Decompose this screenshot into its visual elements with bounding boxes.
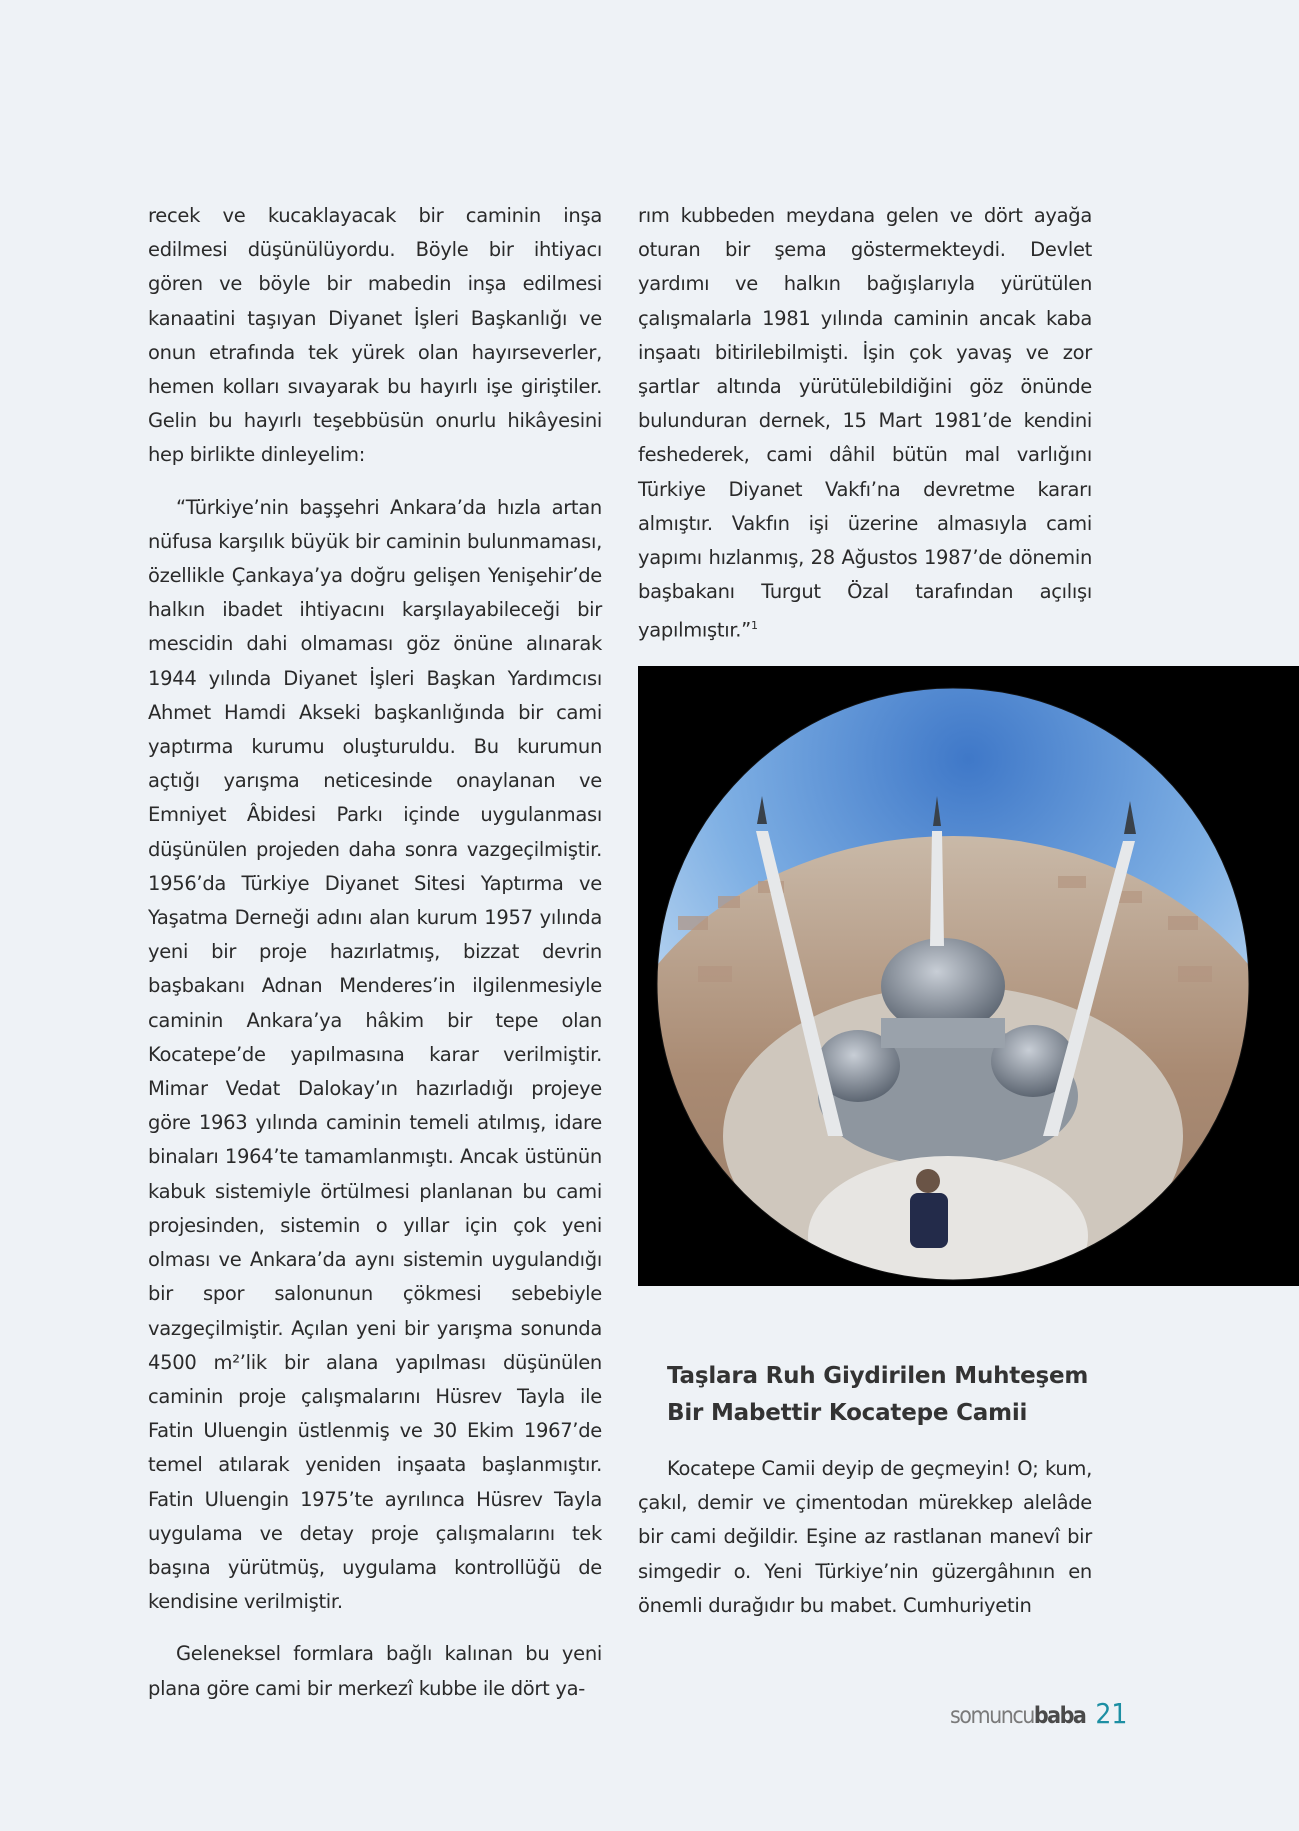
page-footer [950,1697,1127,1737]
left-text-column [148,199,602,1706]
footnote-ref: 1 [750,619,758,633]
paragraph: recek ve kucaklayacak bir caminin inşa edilmesi düşünülüyordu. Böyle bir ihtiyacı gören ve böyle bir mabedin inşa edilmesi kanaatini taşıyan Diyanet İşleri Başkanlığı ve onun etrafında tek yürek olan hayırseverler, hemen kolları sıvayarak bu hayırlı işe giriştiler. Gelin bu hayırlı teşebbüsün onurlu hikâyesini hep birlikte dinleyelim: [148,204,602,467]
page-number: 21 [1095,1697,1128,1730]
brand-name-light: somuncu [950,1703,1034,1729]
paragraph [638,199,1092,648]
paragraph: Kocatepe Camii deyip de geçmeyin! O; kum, çakıl, demir ve çimentodan mürekkep alelâde bir cami değildir. Eşine az rastlanan manevî bir simgedir o. Yeni Türkiye’nin güzergâhının en önemli durağıdır bu mabet. Cumhuriyetin [638,1457,1092,1617]
paragraph: Geleneksel formlara bağlı kalınan bu yeni plana göre cami bir merkezî kubbe ile dört ya- [148,1642,602,1700]
right-text-column-top [638,199,1092,648]
brand-name-bold: baba [1033,1703,1086,1729]
paragraph-text: rım kubbeden meydana gelen ve dört ayağa oturan bir şema göstermekteydi. Devlet yardımı ve halkın bağışlarıyla yürütülen çalışmalarla 1981 yılında caminin ancak kaba inşaatı bitirilebilmişti. İşin çok yavaş ve zor şartlar altında yürütülebildiğini göz önünde bulunduran dernek, 15 Mart 1981’de kendini feshederek, cami dâhil bütün mal varlığını Türkiye Diyanet Vakfı’na devretme kararı almıştır. Vakfın işi üzerine almasıyla cami yapımı hızlanmış, 28 Ağustos 1987’de dönemin başbakanı Turgut Özal tarafından açılışı yapılmıştır.” [638,204,1092,642]
section-title: Taşlara Ruh Giydirilen Muhteşem Bir Mabettir Kocatepe Camii [667,1363,1089,1426]
fisheye-mosque-photo [638,666,1299,1286]
right-text-column-bottom [638,1452,1092,1623]
quote-paragraph: “Türkiye’nin başşehri Ankara’da hızla artan nüfusa karşılık büyük bir caminin bulunmaması, özellikle Çankaya’ya doğru gelişen Yenişehir’de halkın ibadet ihtiyacını karşılayabileceği bir mescidin dahi olmaması göz önüne alınarak 1944 yılında Diyanet İşleri Başkan Yardımcısı Ahmet Hamdi Akseki başkanlığında bir cami yaptırma kurumu oluşturuldu. Bu kurumun açtığı yarışma neticesinde onaylanan ve Emniyet Âbidesi Parkı içinde uygulanması düşünülen projeden daha sonra vazgeçilmiştir. 1956’da Türkiye Diyanet Sitesi Yaptırma ve Yaşatma Derneği adını alan kurum 1957 yılında yeni bir proje hazırlatmış, bizzat devrin başbakanı Adnan Menderes’in ilgilenmesiyle caminin Ankara’ya hâkim bir tepe olan Kocatepe’de yapılmasına karar verilmiştir. Mimar Vedat Dalokay’ın hazırladığı projeye göre 1963 yılında caminin temeli atılmış, idare binaları 1964’te tamamlanmıştı. Ancak üstünün kabuk sistemiyle örtülmesi planlanan bu cami projesinden, sistemin o yıllar için çok yeni olması ve Ankara’da aynı sistemin uygulandığı bir spor salonunun çökmesi sebebiyle vazgeçilmiştir. Açılan yeni bir yarışma sonunda 4500 m²’lik bir alana yapılması düşünülen caminin proje çalışmalarını Hüsrev Tayla ile Fatin Uluengin üstlenmiş ve 30 Ekim 1967’de temel atılarak yeniden inşaata başlanmıştır. Fatin Uluengin 1975’te ayrılınca Hüsrev Tayla uygulama ve detay proje çalışmalarını tek başına yürütmüş, uygulama kontrollüğü de kendisine verilmiştir. [148,495,602,1614]
